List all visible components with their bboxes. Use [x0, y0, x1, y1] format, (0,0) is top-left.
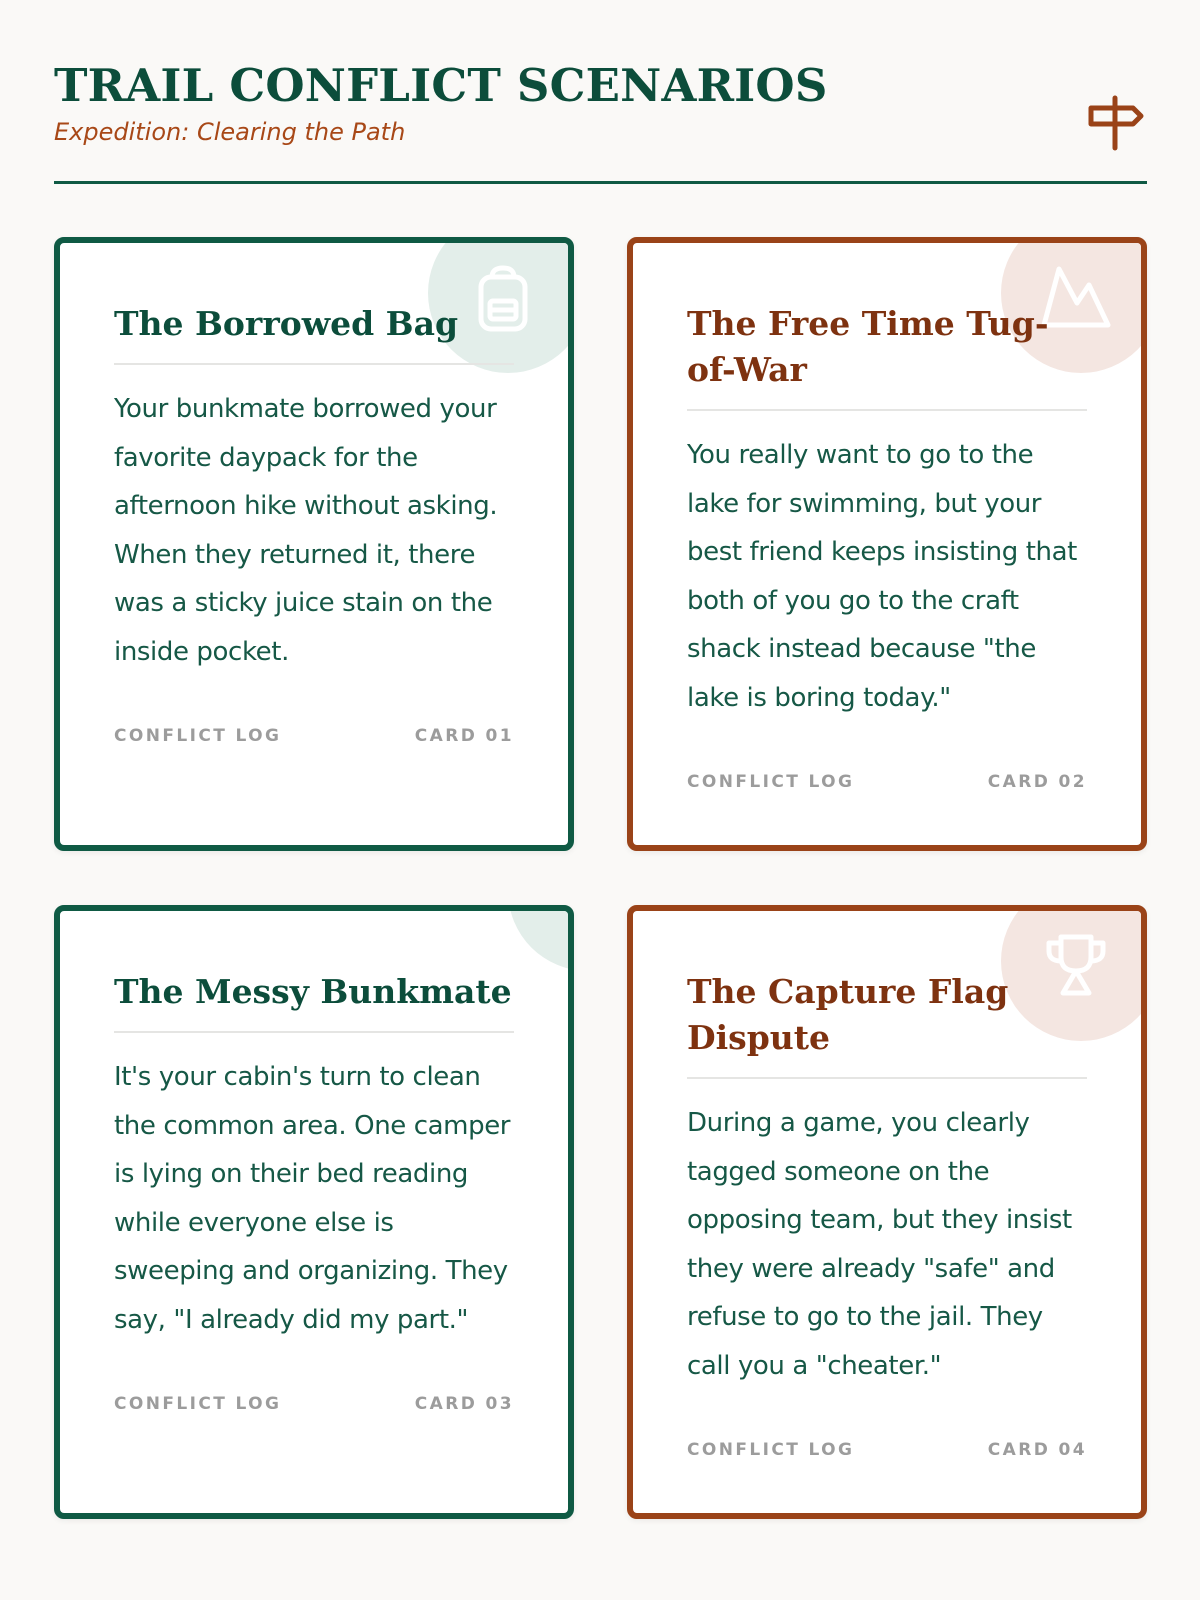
page-header: [54, 50, 1147, 184]
signpost-icon: [1083, 90, 1147, 154]
card-footer-label: CONFLICT LOG: [114, 726, 282, 746]
card-title: The Borrowed Bag: [114, 301, 514, 365]
card-number: CARD 01: [414, 726, 514, 746]
page-subtitle: Expedition: Clearing the Path: [54, 118, 406, 146]
card-footer: [114, 726, 514, 746]
card-footer-label: CONFLICT LOG: [687, 1440, 855, 1460]
card-number: CARD 02: [987, 772, 1087, 792]
card-title: The Capture Flag Dispute: [687, 969, 1087, 1079]
card-footer: [687, 772, 1087, 792]
card-footer: [687, 1440, 1087, 1460]
card-number: CARD 04: [987, 1440, 1087, 1460]
card-body: You really want to go to the lake for swimming, but your best friend keeps insisting that both of you go to the craft shack instead because "the lake is boring today.": [687, 440, 1077, 713]
scenario-card-1[interactable]: [54, 237, 574, 851]
card-number: CARD 03: [414, 1394, 514, 1414]
scenario-card-4[interactable]: [627, 905, 1147, 1519]
card-body: Your bunkmate borrowed your favorite daypack for the afternoon hike without asking. When they returned it, there was a sticky juice stain on the inside pocket.: [114, 394, 498, 667]
scenario-card-2[interactable]: [627, 237, 1147, 851]
card-title: The Free Time Tug-of-War: [687, 301, 1087, 411]
card-footer-label: CONFLICT LOG: [114, 1394, 282, 1414]
card-badge: [508, 905, 574, 971]
page-title: TRAIL CONFLICT SCENARIOS: [54, 59, 828, 112]
card-body: During a game, you clearly tagged someone on the opposing team, but they insist they were already "safe" and refuse to go to the jail. They call you a "cheater.": [687, 1108, 1072, 1381]
card-body: It's your cabin's turn to clean the common area. One camper is lying on their bed reading while everyone else is sweeping and organizing. They say, "I already did my part.": [114, 1062, 511, 1335]
scenario-card-3[interactable]: [54, 905, 574, 1519]
card-footer: [114, 1394, 514, 1414]
card-title: The Messy Bunkmate: [114, 969, 514, 1033]
card-footer-label: CONFLICT LOG: [687, 772, 855, 792]
